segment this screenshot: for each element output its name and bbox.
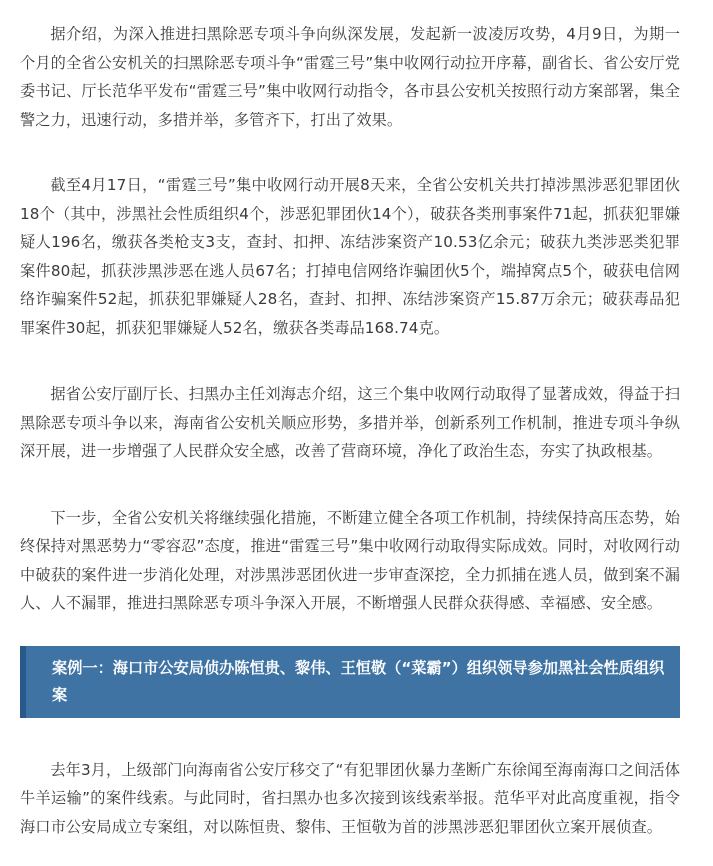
article-body (20, 0, 680, 841)
case-one-title-banner: 案例一：海口市公安局侦办陈恒贵、黎伟、王恒敬（“菜霸”）组织领导参加黑社会性质组织案 (20, 646, 680, 718)
paragraph-next-steps: 下一步，全省公安机关将继续强化措施，不断建立健全各项工作机制，持续保持高压态势，始终保持对黑恶势力“零容忍”态度，推进“雷霆三号”集中收网行动取得实际成效。同时，对收网行动中破获的案件进一步消化处理，对涉黑涉恶团伙进一步审查深挖，全力抓捕在逃人员，做到案不漏人、人不漏罪，推进扫黑除恶专项斗争深入开展，不断增强人民群众获得感、幸福感、安全感。 (20, 508, 680, 612)
paragraph-case-one: 去年3月，上级部门向海南省公安厅移交了“有犯罪团伙暴力垄断广东徐闻至海南海口之间活体牛羊运输”的案件线索。与此同时，省扫黑办也多次接到该线索举报。范华平对此高度重视，指令海口市公安局成立专案组，对以陈恒贵、黎伟、王恒敬为首的涉黑涉恶犯罪团伙立案开展侦查。 (20, 760, 680, 836)
paragraph-achievements: 据省公安厅副厅长、扫黑办主任刘海志介绍，这三个集中收网行动取得了显著成效，得益于扫黑除恶专项斗争以来，海南省公安机关顺应形势，多措并举，创新系列工作机制，推进专项斗争纵深开展，进一步增强了人民群众安全感，改善了营商环境，净化了政治生态，夯实了执政根基。 (20, 385, 680, 460)
paragraph-intro: 据介绍，为深入推进扫黑除恶专项斗争向纵深发展，发起新一波凌厉攻势，4月9日，为期一个月的全省公安机关的扫黑除恶专项斗争“雷霆三号”集中收网行动拉开序幕，副省长、省公安厅党委书记、厅长范华平发布“雷霆三号”集中收网行动指令，各市县公安机关按照行动方案部署，集全警之力，迅速行动，多措并举，多管齐下，打出了效果。 (20, 25, 680, 129)
paragraph-results: 截至4月17日，“雷霆三号”集中收网行动开展8天来，全省公安机关共打掉涉黑涉恶犯罪团伙18个（其中，涉黑社会性质组织4个，涉恶犯罪团伙14个），破获各类刑事案件71起，抓获犯罪嫌疑人196名，缴获各类枪支3支，查封、扣押、冻结涉案资产10.53亿余元；破获九类涉恶类犯罪案件80起，抓获涉黑涉恶在逃人员67名；打掉电信网络诈骗团伙5个，端掉窝点5个，破获电信网络诈骗案件52起，抓获犯罪嫌疑人28名，查封、扣押、冻结涉案资产15.87万余元；破获毒品犯罪案件30起，抓获犯罪嫌疑人52名，缴获各类毒品168.74克。 (20, 176, 680, 337)
